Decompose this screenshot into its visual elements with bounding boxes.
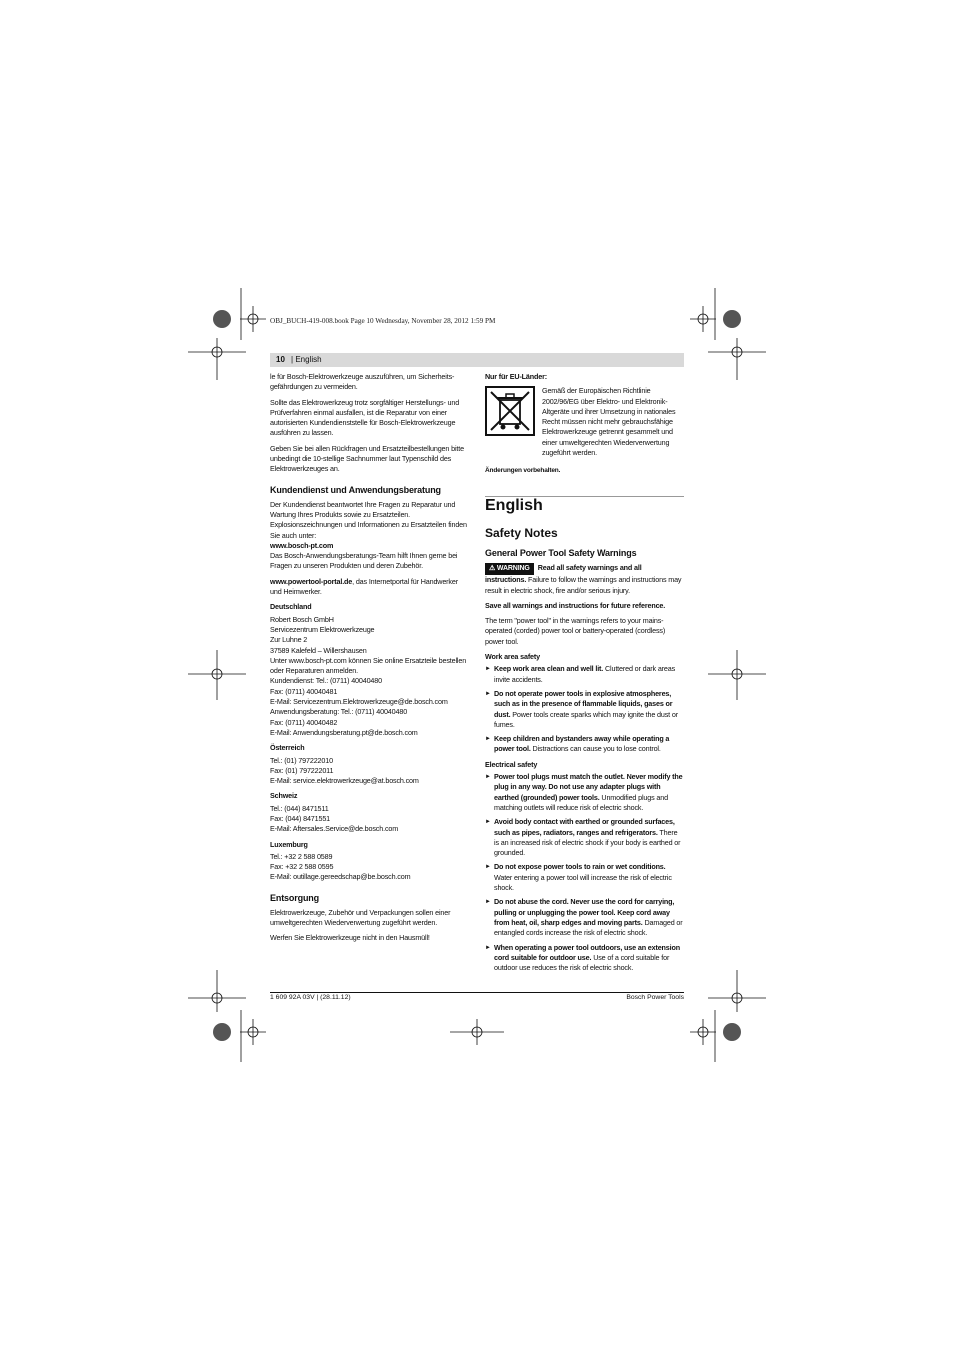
changes-note: Änderungen vorbehalten. bbox=[485, 467, 561, 475]
address-line: E-Mail: outillage.gereedschap@be.bosch.com bbox=[270, 872, 411, 882]
disposal-heading: Entsorgung bbox=[270, 892, 319, 903]
portal-paragraph: www.powertool-portal.de, das Internetportal für Handwerker und Heimwerker. bbox=[270, 576, 458, 597]
address-line: Fax: (044) 8471551 bbox=[270, 813, 331, 823]
warning-paragraph: ⚠ WARNING Read all safety warnings and all instructions. Failure to follow the warnings and instructions may result in electric shock, fire and/or serious injury. bbox=[485, 563, 682, 595]
language-title: English bbox=[485, 497, 543, 514]
work-area-heading: Work area safety bbox=[485, 652, 540, 662]
list-item: ► Power tool plugs must match the outlet. Never modify the plug in any way. Do not use any adapter plugs with earthed (grounded) power tools. Unmodified plugs and matching outlets will reduce risk of electric shock. bbox=[485, 772, 684, 813]
list-item: ► When operating a power tool outdoors, use an extension cord suitable for outdoor use. Use of a cord suitable for outdoor use reduces the risk of electric shock. bbox=[485, 943, 684, 974]
eu-text: Gemäß der Europäischen Richtlinie 2002/96/EG über Elektro- und Elektronik-Altgeräte und ihrer Umsetzung in nationales Recht müssen nicht mehr gebrauchsfähige Elektrowerkzeuge getrennt gesammelt und einer umweltgerechten Wiederverwertung zugeführt werden. bbox=[542, 386, 676, 458]
intro-paragraph: Geben Sie bei allen Rückfragen und Ersatzteilbestellungen bitte unbedingt die 10-stellige Sachnummer laut Typenschild des Elektrowerkzeuges an. bbox=[270, 443, 464, 474]
page-number: 10 bbox=[276, 355, 285, 364]
address-line: E-Mail: service.elektrowerkzeuge@at.bosch.com bbox=[270, 776, 419, 786]
address-line: E-Mail: Aftersales.Service@de.bosch.com bbox=[270, 824, 399, 834]
list-item: ► Keep work area clean and well lit. Cluttered or dark areas invite accidents. bbox=[485, 664, 684, 685]
address-line: Zur Luhne 2 bbox=[270, 635, 308, 645]
country-switzerland: Schweiz bbox=[270, 791, 298, 801]
file-info-line: OBJ_BUCH-419-008.book Page 10 Wednesday, November 28, 2012 1:59 PM bbox=[270, 317, 496, 325]
service-heading: Kundendienst und Anwendungsberatung bbox=[270, 484, 441, 495]
address-line: Kundendienst: Tel.: (0711) 40040480 bbox=[270, 676, 382, 686]
address-line: Tel.: (01) 797222010 bbox=[270, 755, 333, 765]
list-item: ► Do not abuse the cord. Never use the cord for carrying, pulling or unplugging the power tool. Keep cord away from heat, oil, sharp edges and moving parts. Damaged or entangled cords increase the risk of electric shock. bbox=[485, 897, 684, 938]
service-url: www.bosch-pt.com bbox=[270, 540, 334, 550]
footer-brand: Bosch Power Tools bbox=[626, 994, 684, 1001]
list-item: ► Keep children and bystanders away while operating a power tool. Distractions can cause you to lose control. bbox=[485, 734, 684, 755]
page-header-bar bbox=[270, 353, 684, 367]
section-name: | English bbox=[291, 355, 322, 364]
country-luxembourg: Luxemburg bbox=[270, 839, 308, 849]
disposal-text: Elektrowerkzeuge, Zubehör und Verpackungen sollen einer umweltgerechten Wiederverwertung zugeführt werden. bbox=[270, 907, 451, 928]
country-austria: Österreich bbox=[270, 743, 305, 753]
footer-doc-number: 1 609 92A 03V | (28.11.12) bbox=[270, 994, 351, 1001]
safety-column bbox=[485, 548, 684, 977]
advice-text: Das Bosch-Anwendungsberatungs-Team hilft Ihnen gerne bei Fragen zu unseren Produkten und deren Zubehör. bbox=[270, 551, 458, 571]
list-item: ► Do not operate power tools in explosive atmospheres, such as in the presence of flammable liquids, gases or dust. Power tools create sparks which may ignite the dust or fumes. bbox=[485, 689, 684, 730]
address-line: Fax: (0711) 40040482 bbox=[270, 717, 338, 727]
save-note: Save all warnings and instructions for future reference. bbox=[485, 600, 666, 610]
left-column bbox=[270, 372, 468, 949]
intro-paragraph: Sollte das Elektrowerkzeug trotz sorgfältiger Herstellungs- und Prüfverfahren einmal ausfallen, ist die Reparatur von einer autorisierten Kundendienststelle für Bosch-Elektrowerkzeuge ausführen zu lassen. bbox=[270, 397, 460, 438]
term-note: The term "power tool" in the warnings refers to your mains-operated (corded) power tool or battery-operated (cordless) power tool. bbox=[485, 616, 666, 646]
footer-rule bbox=[270, 992, 684, 993]
electrical-list bbox=[485, 772, 684, 973]
disposal-text: Werfen Sie Elektrowerkzeuge nicht in den Hausmüll! bbox=[270, 933, 430, 943]
warning-badge: ⚠ WARNING bbox=[485, 563, 534, 575]
country-germany: Deutschland bbox=[270, 602, 312, 612]
address-line: Unter www.bosch-pt.com können Sie online Ersatzteile bestellen oder Reparaturen anmelden. bbox=[270, 655, 467, 676]
address-line: Fax: (0711) 40040481 bbox=[270, 686, 338, 696]
list-item: ► Do not expose power tools to rain or wet conditions. Water entering a power tool will increase the risk of electric shock. bbox=[485, 862, 684, 893]
electrical-heading: Electrical safety bbox=[485, 759, 538, 769]
address-line: Robert Bosch GmbH bbox=[270, 614, 334, 624]
portal-url: www.powertool-portal.de bbox=[270, 576, 353, 586]
service-text: Der Kundendienst beantwortet Ihre Fragen zu Reparatur und Wartung Ihres Produkts sowie zu Ersatzteilen. Explosionszeichnungen und Informationen zu Ersatzteilen finden Sie auch unter: bbox=[270, 499, 467, 540]
list-item: ► Avoid body contact with earthed or grounded surfaces, such as pipes, radiators, ranges and refrigerators. There is an increased risk of electric shock if your body is earthed or grounded. bbox=[485, 817, 684, 858]
address-line: Servicezentrum Elektrowerkzeuge bbox=[270, 624, 375, 634]
general-heading: General Power Tool Safety Warnings bbox=[485, 548, 637, 558]
work-area-list bbox=[485, 664, 684, 754]
address-line: Tel.: (044) 8471511 bbox=[270, 803, 329, 813]
address-line: 37589 Kalefeld – Willershausen bbox=[270, 645, 367, 655]
crossed-bin-icon bbox=[485, 386, 535, 436]
address-line: Fax: +32 2 588 0595 bbox=[270, 862, 334, 872]
address-line: E-Mail: Servicezentrum.Elektrowerkzeuge@de.bosch.com bbox=[270, 697, 448, 707]
intro-paragraph: le für Bosch-Elektrowerkzeuge auszuführen, um Sicherheits-gefährdungen zu vermeiden. bbox=[270, 372, 455, 392]
address-line: Fax: (01) 797222011 bbox=[270, 765, 334, 775]
safety-title: Safety Notes bbox=[485, 526, 558, 540]
address-line: Anwendungsberatung: Tel.: (0711) 40040480 bbox=[270, 707, 408, 717]
eu-heading: Nur für EU-Länder: bbox=[485, 372, 547, 381]
address-line: Tel.: +32 2 588 0589 bbox=[270, 851, 333, 861]
address-line: E-Mail: Anwendungsberatung.pt@de.bosch.com bbox=[270, 727, 418, 737]
